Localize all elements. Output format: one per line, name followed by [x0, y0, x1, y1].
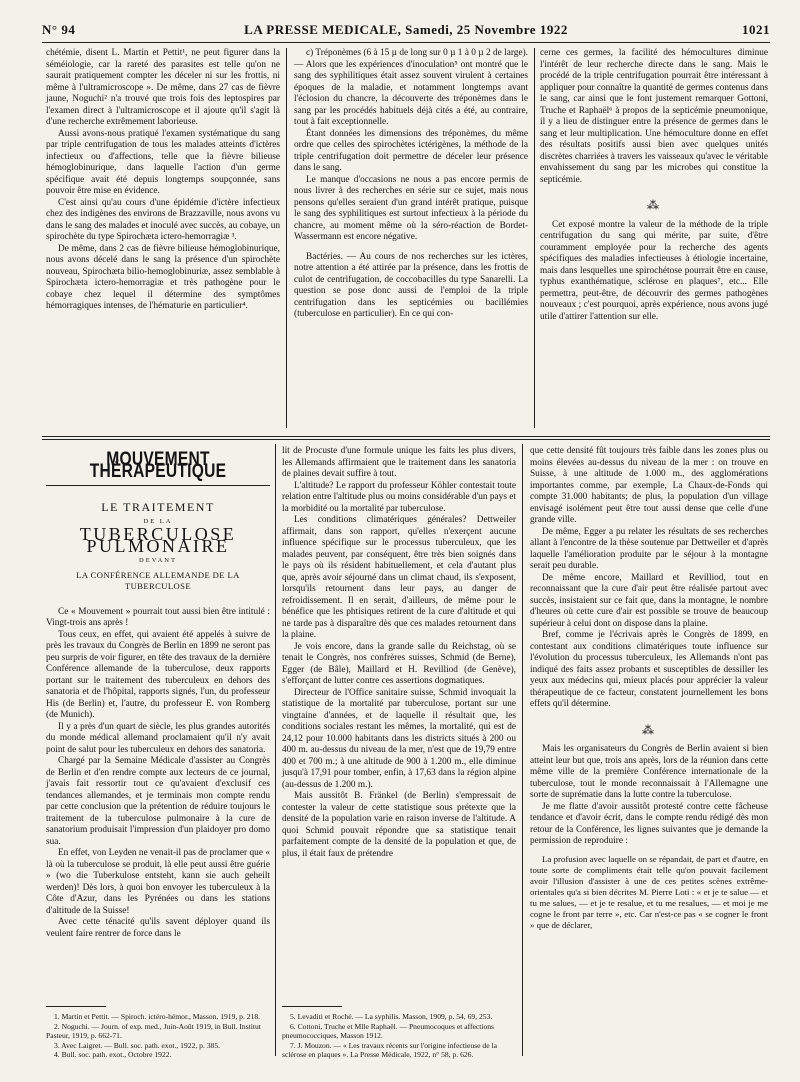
footnote: 6. Cottoni, Truche et Mlle Raphaël. — Pneumocoques et affections pneumococciques, Masson 1912.	[282, 1021, 495, 1041]
section-rule	[42, 439, 770, 440]
footnotes-middle	[282, 1012, 516, 1060]
paragraph: De même encore, Maillard et Revilliod, tout en reconnaissant que la cure d'air peut être réalisée partout avec succès, insistaient sur ce fait que, dans la montagne, le nombre d'heures où cette cure d'air est possible se trouve de beaucoup supérieur à celui dont on dispose dans la plaine.	[530, 572, 768, 629]
paragraph: En effet, von Leyden ne venait-il pas de proclamer que « là où la tuberculose se produit, là elle peut aussi être guérie » (wo die Tuberkulose entsteht, kann sie auch geheilt werden)! Dès lors, à quoi bon envoyer les tuberculeux à la Côte d'Azur, dans les Pyrénées ou dans les stations d'altitude de la Suisse!	[46, 848, 270, 916]
article-title-line-4: DEVANT	[139, 557, 177, 564]
paragraph: Je me flatte d'avoir aussitôt protesté contre cette fâcheuse tendance et d'avoir écrit, dans le compte rendu rédigé dès mon retour de la Conférence, les lignes suivantes que je demande la permission de reproduire :	[530, 801, 768, 846]
paragraph: que cette densité fût toujours très faible dans les zones plus ou moins élevées au-dessus du niveau de la mer : on trouve en Suisse, à une altitude de 1.000 m., des agglomérations importantes comme, par exemple, La Chaux-de-Fonds qui compte 31.000 habitants; de plus, la population d'un village envisagé isolément peut être tout aussi dense que celle d'une grande ville.	[530, 446, 768, 525]
article-title-line-2: DE LA	[143, 517, 173, 525]
paragraph: Chargé par la Semaine Médicale d'assister au Congrès de Berlin et d'en rendre compte aux lecteurs de ce journal, j'avais fait ressortir tout ce qu'avaient d'exclusif ces tendances allemandes, et je terminais mon compte rendu par cette conclusion que la prétention de réduire toujours le traitement de la tuberculose pulmonaire à la cure de sanatorium produisait l'impression d'un plaidoyer pro domo sua.	[46, 756, 270, 847]
paragraph: chétémie, disent L. Martin et Pettit¹, ne peut figurer dans la séméiologie, car la rareté des parasites est telle qu'on ne saurait pratiquement compter les déceler ni sur les frottis, ni même à l'ultramicroscope ». De même, dans 27 cas de fièvre jaune, Noguchi² n'a trouvé que trois fois des leptospires par l'examen direct à l'ultramicroscope et il ajoute qu'il s'agit là d'une recherche extrêmement laborieuse.	[46, 48, 280, 127]
article-title-line-1: LE TRAITEMENT	[101, 500, 215, 514]
paragraph: Mais aussitôt B. Fränkel (de Berlin) s'empressait de contester la valeur de cette statistique sous prétexte que la densité de la population varie en raison inverse de l'altitude. A quoi Schmid pouvait répondre que sa statistique tenait parfaitement compte de la densité de la population et que, de plus, il était faux de prétendre	[282, 791, 516, 859]
section-asterism: ⁂	[647, 198, 661, 212]
top-column-2	[294, 48, 528, 321]
bottom-column-2	[282, 446, 516, 860]
paragraph: Je vois encore, dans la grande salle du Reichstag, où se tenait le Congrès, nos confrères suisses, Schmid (de Berne), Egger (de Bâle), Maillard et H. Revilliod (de Genève), s'efforçant de lutter contre ces assertions dogmatiques.	[282, 641, 516, 686]
paragraph: cerne ces germes, la facilité des hémocultures diminue l'intérêt de leur recherche directe dans le sang. Mais le procédé de la triple centrifugation pourrait être intéressant à appliquer pour connaître la quantité de germes contenus dans le sang, car ainsi que le font justement remarquer Gottoni, Truche et Raphaël⁶ à propos de la septicémie pneumonique, il y a lieu de distinguer entre la présence de germes dans le sang et leur multiplication. Une hémoculture donne en effet des résultats positifs aussi bien avec quelques unités discrètes charriées à travers les vaisseaux qu'avec le véritable envahissement du sang par les microbes qui constitue la septicémie.	[540, 48, 768, 185]
footnote: 3. Avec Laigret. — Bull. soc. path. exot., 1922, p. 385.	[54, 1040, 221, 1050]
issue-number: N° 94	[42, 22, 76, 37]
paragraph: c) Tréponèmes (6 à 15 µ de long sur 0 µ 1 à 0 µ 2 de large). — Alors que les expériences d'inoculation⁵ ont montré que le sang des syphilitiques était assez souvent virulent à certaines époques de la maladie, et notamment longtemps avant l'éclosion du chancre, la découverte des tréponèmes dans le sang par les procédés habituels déjà cités a été, au contraire, tout à fait exceptionnelle.	[294, 48, 528, 127]
footnote: 2. Noguchi. — Journ. of exp. med., Juin-Août 1919, in Bull. Institut Pasteur, 1919, p. 662-71.	[46, 1021, 261, 1041]
paragraph: Étant données les dimensions des tréponèmes, du même ordre que celles des spirochètes ictérigènes, la méthode de la triple centrifugation doit permettre de déceler leur présence dans le sang.	[294, 128, 528, 173]
article-subtitle: LA CONFÉRENCE ALLEMANDE DE LA TUBERCULOSE	[76, 569, 240, 591]
paragraph: Bactéries. — Au cours de nos recherches sur les ictères, notre attention a été attirée par la présence, dans les frottis de culot de centrifugation, de coccobacilles du type Sanarelli. La question se pose donc aussi de l'emploi de la triple centrifugation dans les septicémies ou bacillémies (tuberculose en particulier). En ce qui con-	[294, 251, 528, 319]
section-rule	[42, 436, 770, 437]
page-number: 1021	[742, 22, 770, 37]
footnote: 5. Levaditi et Roché. — La syphilis. Masson, 1909, p. 54, 69, 253.	[290, 1012, 493, 1021]
paragraph: Aussi avons-nous pratiqué l'examen systématique du sang par triple centrifugation de tous les malades atteints d'ictères infectieux ou d'affections, telle que la fièvre bilieuse hémoglobinurique, dans laquelle l'action d'un germe spécifique avait été depuis longtemps soupçonnée, sans pouvoir être mise en évidence.	[46, 128, 280, 196]
top-column-3	[540, 48, 768, 323]
paragraph: Bref, comme je l'écrivais après le Congrès de 1899, en contestant aux conditions climatériques toute influence sur l'évolution du processus tuberculeux, les Allemands n'ont pas indiqué des faits assez probants et susceptibles de dessiller les yeux aux médecins qui, mieux placés pour apprécier la valeur thérapeutique de ce facteur, constatent journellement les bons effets qu'il détermine.	[530, 630, 768, 709]
page-header	[42, 22, 770, 40]
column-divider	[286, 48, 287, 428]
footnote: 1. Martin et Pettit. — Spiroch. ictéro-hémor., Masson, 1919, p. 218.	[54, 1012, 261, 1021]
paragraph: Cet exposé montre la valeur de la méthode de la triple centrifugation du sang qui mérite, par suite, d'être couramment employée pour la recherche des agents spécifiques des maladies infectieuses à étiologie incertaine, mais dans lesquelles une spirochétose pourrait être en cause, typhus exanthématique, sclérose en plaques⁷, etc... Elle permettra, peut-être, de découvrir des germes pathogènes nouveaux ; c'est pourquoi, après expérience, nous avons jugé utile d'attirer l'attention sur elle.	[540, 219, 768, 322]
paragraph: De même, dans 2 cas de fièvre bilieuse hémoglobinurique, nous avons décelé dans le sang la présence d'un spirochète nouveau, Spirochæta bilio-hemoglobinuriæ, assez semblable à Spirochæta ictero-hemorragiæ et très pathogène pour le cobaye chez lequel il détermine des symptômes hémorragiques intenses, de l'hématurie en particulier⁴.	[46, 243, 280, 311]
footnote: 4. Bull. soc. path. exot., Octobre 1922.	[54, 1050, 172, 1060]
footnote-rule	[46, 1006, 106, 1007]
article-title-main: TUBERCULOSE PULMONAIRE	[79, 524, 237, 556]
paragraph: Avec cette ténacité qu'ils savent déployer quand ils veulent faire rentrer de force dans le	[46, 917, 270, 939]
column-divider	[522, 444, 523, 1056]
paragraph: Le manque d'occasions ne nous a pas encore permis de nous livrer à des recherches en série sur ce sujet, mais nous pensons qu'elles seraient d'un grand intérêt pratique, puisque le sang des syphilitiques est surtout infectieux à la période du chancre, au moment même où la séro-réaction de Bordet-Wassermann est encore négative.	[294, 174, 528, 242]
banner-rule	[46, 485, 270, 486]
paragraph: lit de Procuste d'une formule unique les faits les plus divers, les Allemands affirmaient que le traitement dans les sanatoria de plaines devait suffire à tout.	[282, 446, 516, 479]
section-banner: MOUVEMENT THÉRAPEUTIQUE	[89, 449, 227, 482]
bottom-column-1	[46, 446, 270, 940]
paragraph: Ce « Mouvement » pourrait tout aussi bien être intitulé : Vingt-trois ans après !	[46, 606, 270, 628]
column-divider	[534, 48, 535, 428]
section-asterism: ⁂	[642, 722, 656, 737]
paragraph: Tous ceux, en effet, qui avaient été appelés à suivre de près les travaux du Congrès de Berlin en 1899 ne seront pas peu surpris de voir figurer, en tête des travaux de la dernière Conférence allemande de la tuberculose, deux rapports portant sur le traitement des tuberculeux en dehors des sanatoria et de l'hôpital, rapports signés, l'un, du professeur His (de Berlin) et, l'autre, du professeur E. von Romberg (de Munich).	[46, 629, 270, 720]
journal-title: LA PRESSE MEDICALE, Samedi, 25 Novembre 1922	[244, 22, 568, 37]
column-divider	[275, 444, 276, 1056]
footnote-rule	[282, 1006, 342, 1007]
paragraph: De même, Egger a pu relater les résultats de ses recherches allant à l'encontre de la thèse soutenue par Dettweiler et d'après laquelle l'amélioration produite par le séjour à la montagne serait peu durable.	[530, 526, 768, 571]
paragraph: Mais les organisateurs du Congrès de Berlin avaient si bien atteint leur but que, trois ans après, lors de la réunion dans cette même ville de la première Conférence internationale de la tuberculose, tout le monde reconnaissait à l'Allemagne une sorte de suprématie dans la lutte contre la tuberculose.	[530, 744, 768, 800]
quoted-passage: La profusion avec laquelle on se répandait, de part et d'autre, en toute sorte de compliments était telle qu'on pouvait facilement avoir l'illusion d'assister à une de ces petites scènes extrême-orientales qu'a si bien décrites M. Pierre Loti : « et je te salue — et tu me salues, — et je te resalue, et tu me resalues, — et moi je me cogne le front par terre », etc. Car n'est-ce pas « se cogner le front » que de déclarer,	[530, 853, 768, 930]
top-column-1	[46, 48, 280, 313]
header-rule	[42, 42, 770, 43]
paragraph: L'altitude? Le rapport du professeur Köhler contestait toute relation entre l'altitude plus ou moins considérable d'un pays et la morbidité ou la mortalité par tuberculose.	[282, 480, 516, 514]
paragraph: Directeur de l'Office sanitaire suisse, Schmid invoquait la statistique de la mortalité par tuberculose, portant sur une vingtaine d'années, et de laquelle il résultait que, les conditions sociales restant les mêmes, la mortalité, qui est de 24,12 pour 10.000 habitants dans les districts situés à 200 ou 400 m. au-dessus du niveau de la mer, n'est que de 19,79 entre 400 et 700 m.; à une altitude de 900 à 1.200 m., elle diminue jusqu'à 17,91 pour tomber, enfin, à 17,63 dans la région alpine (au-dessus de 1.200 m.).	[282, 687, 516, 790]
footnotes-left	[46, 1012, 270, 1060]
paragraph: C'est ainsi qu'au cours d'une épidémie d'ictère infectieux chez des indigènes des environs de Brazzaville, nous avons vu dans le sang des malades et inoculé avec succès, au cobaye, un spirochète du type Spirochæta ictero-hemorragiæ ³.	[46, 197, 280, 242]
footnote: 7. J. Mouzon. — « Les travaux récents sur l'origine infectieuse de la sclérose en plaques ». La Presse Médicale, 1922, n° 58, p. 626.	[282, 1040, 497, 1060]
paragraph: Les conditions climatériques générales? Dettweiler affirmait, dans son rapport, qu'elles n'exerçent aucune influence spécifique sur le processus tuberculeux, que les malades peuvent, par conséquent, être très bien soignés dans le pays où ils résident habituellement, et cela d'autant plus que, après avoir séjourné dans un climat chaud, ils s'exposent, lorsqu'ils retournent dans leur pays, au danger de refroidissement. Il en serait, d'ailleurs, de même pour le bénéfice que les phtisiques retirent de la cure d'altitude et qui ne tarde pas à disparaître dès que ces malades retournent dans la plaine.	[282, 515, 516, 640]
paragraph: Il y a près d'un quart de siècle, les plus grandes autorités du monde médical allemand proclamaient qu'il n'y avait point de salut pour les tuberculeux en dehors des sanatoria.	[46, 721, 270, 755]
bottom-column-3	[530, 446, 768, 931]
